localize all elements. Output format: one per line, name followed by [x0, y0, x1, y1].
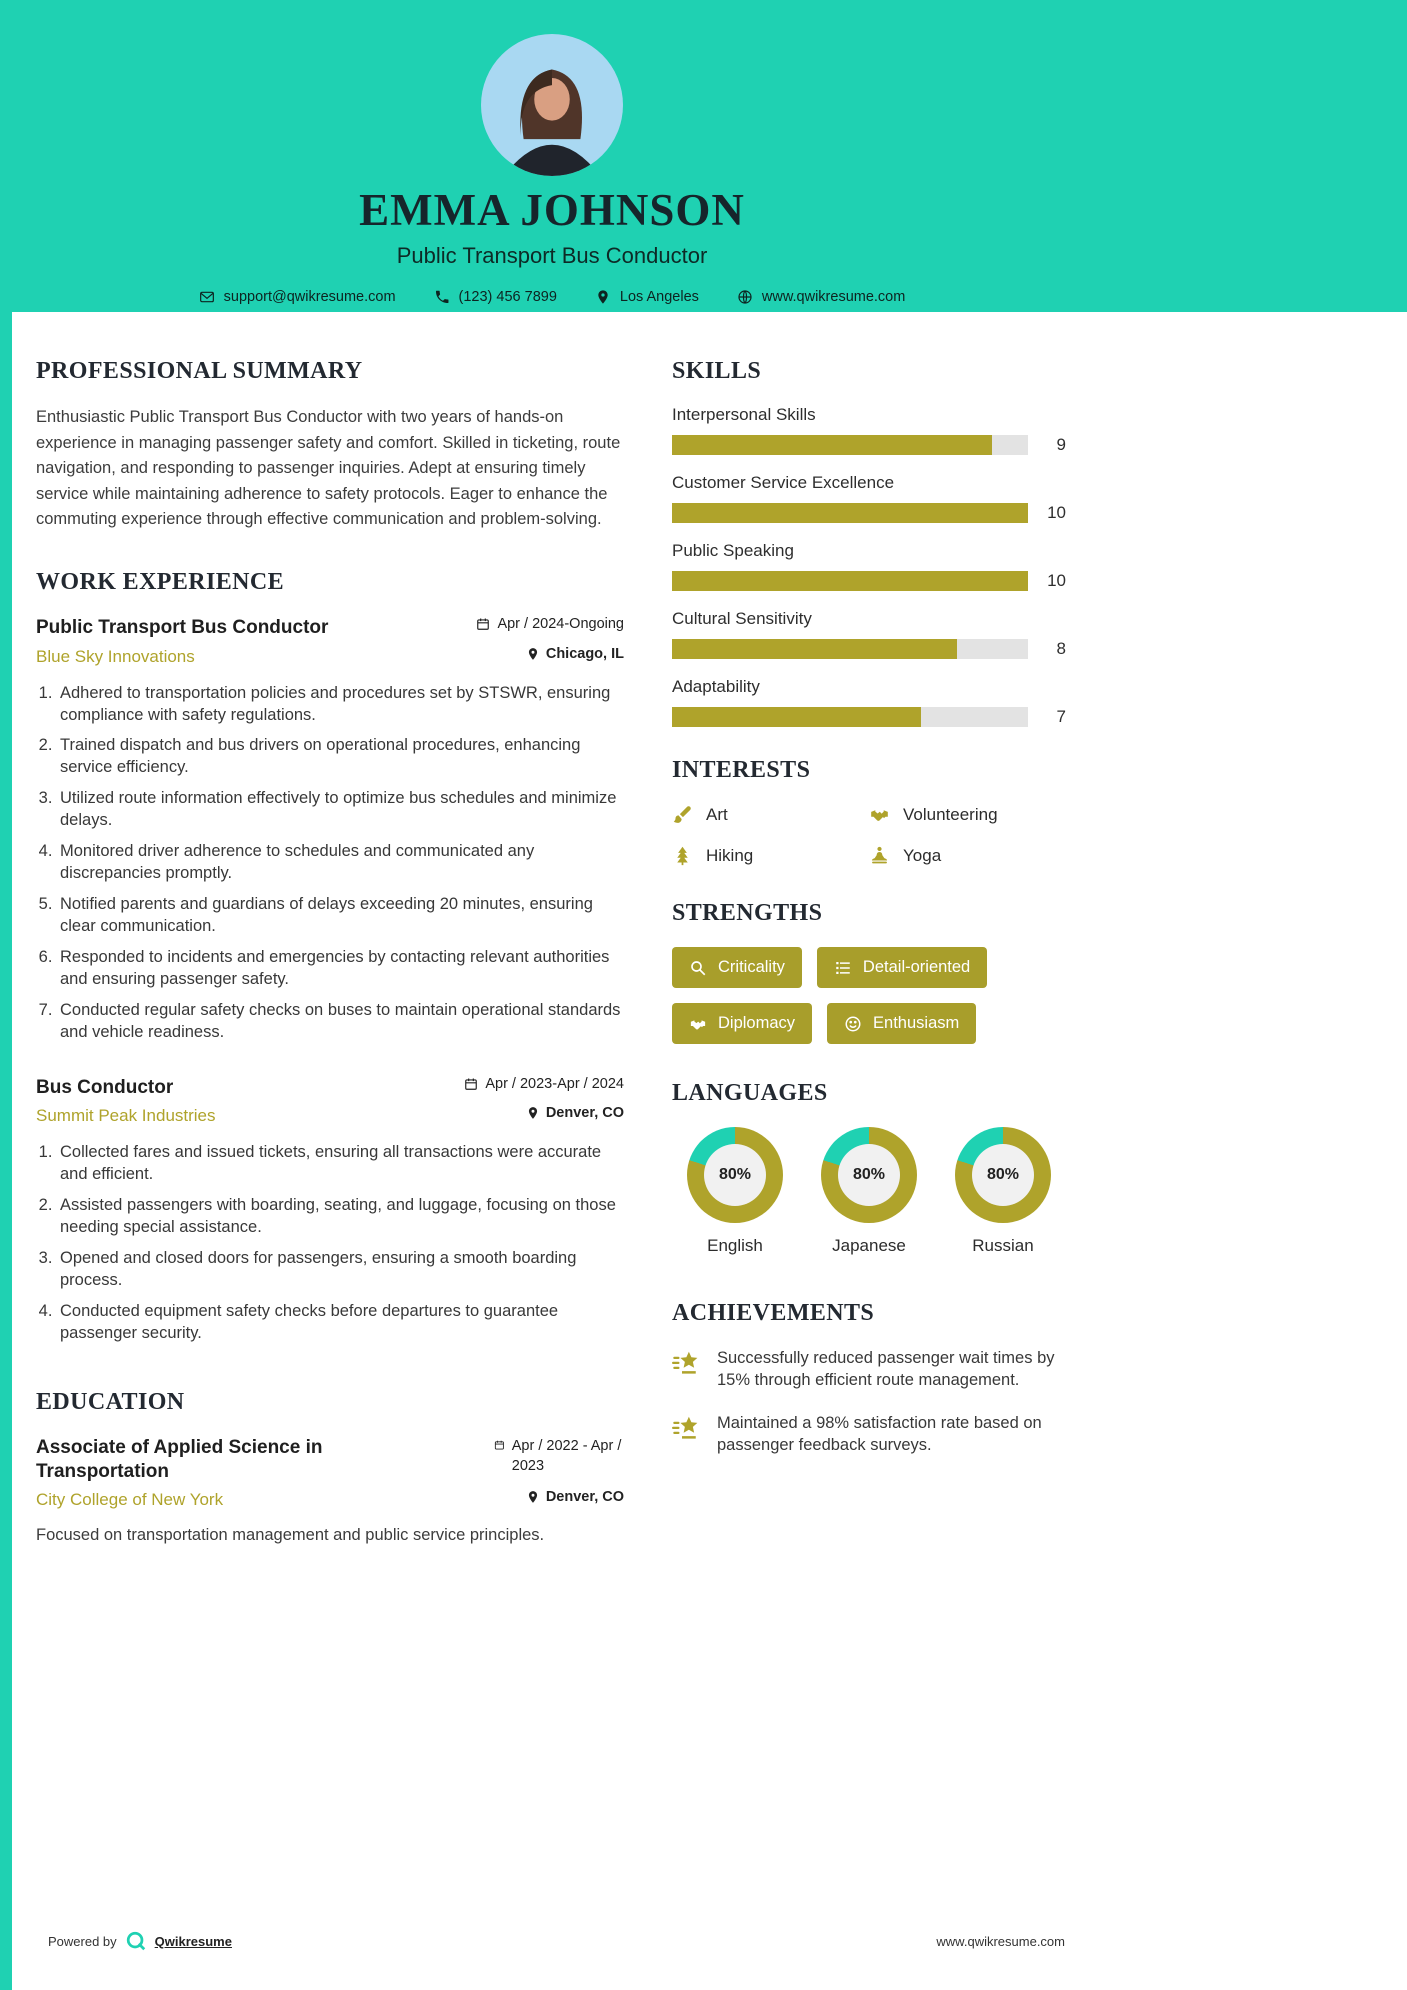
education-degree: Associate of Applied Science in Transportation [36, 1436, 323, 1482]
contact-website-text: www.qwikresume.com [761, 288, 906, 305]
interest-item [672, 845, 869, 866]
job-location [526, 1105, 624, 1121]
contact-location[interactable] [595, 289, 699, 305]
strength-chip [827, 1003, 976, 1044]
skill-label: Adaptability [672, 677, 760, 696]
interest-label: Hiking [706, 845, 754, 865]
skill-bar-track [672, 639, 1028, 659]
skill-label: Interpersonal Skills [672, 405, 816, 424]
languages-heading: LANGUAGES [672, 1080, 828, 1106]
job-title: Public Transport Bus Conductor [36, 616, 329, 638]
right-column [672, 358, 1066, 1577]
education-dates [494, 1436, 624, 1477]
job-location-text: Chicago, IL [545, 645, 624, 662]
education-dates-text: Apr / 2022 - Apr / 2023 [511, 1437, 622, 1475]
contact-location-text: Los Angeles [619, 288, 699, 305]
qwikresume-link[interactable]: Qwikresume [154, 1933, 232, 1949]
strengths-group [672, 947, 1066, 1044]
skill-item [672, 473, 1066, 523]
skills-heading: SKILLS [672, 358, 762, 384]
skill-bar-fill [672, 571, 1028, 591]
summary-text: Enthusiastic Public Transport Bus Conductor with two years of hands-on experience in managing passenger safety and comfort. Skilled in ticketing, route navigation, and responding to passenger inquiries. Adept at ensuring timely service while maintaining adherence to safety protocols. Eager to enhance the commuting experience through effective communication and problem-solving. [36, 408, 621, 529]
magnifier-icon [689, 959, 707, 977]
meditation-icon [869, 845, 890, 866]
left-accent-strip [0, 312, 12, 1990]
job-entry [36, 616, 624, 1044]
job-bullet: 1. Adhered to transportation policies and procedures set by STSWR, ensuring compliance with safety regulations. [57, 683, 624, 727]
strength-chip [672, 947, 802, 988]
job-company: Blue Sky Innovations [36, 646, 195, 666]
contact-phone[interactable] [434, 289, 557, 305]
language-percent: 80% [838, 1144, 900, 1206]
person-name: EMMA JOHNSON [359, 185, 745, 235]
calendar-icon [494, 1438, 505, 1452]
job-dates [464, 1076, 624, 1092]
footer [48, 1930, 1065, 1952]
skill-bar-fill [672, 639, 957, 659]
performance-icon [672, 1348, 702, 1378]
main-content [36, 312, 1407, 1577]
phone-icon [434, 289, 450, 305]
powered-by-label: Powered by [48, 1933, 117, 1949]
interest-item [869, 845, 1066, 866]
job-bullet: 1. Collected fares and issued tickets, ensuring all transactions were accurate and efficient. [57, 1142, 624, 1186]
skill-item [672, 405, 1066, 455]
skill-bar-fill [672, 707, 921, 727]
job-bullet: 3. Utilized route information effectively to optimize bus schedules and minimize delays. [57, 788, 624, 832]
skill-label: Customer Service Excellence [672, 473, 895, 492]
interests-grid [672, 804, 1066, 866]
footer-branding [48, 1930, 232, 1952]
achievement-item [672, 1347, 1066, 1392]
skill-label: Public Speaking [672, 541, 794, 560]
job-dates-text: Apr / 2023-Apr / 2024 [485, 1075, 624, 1092]
skill-bar-fill [672, 435, 992, 455]
summary-heading: PROFESSIONAL SUMMARY [36, 358, 363, 384]
location-pin-icon [595, 289, 611, 305]
job-bullet: 5. Notified parents and guardians of delays exceeding 20 minutes, ensuring clear communication. [57, 894, 624, 938]
job-bullet: 3. Opened and closed doors for passengers, ensuring a smooth boarding process. [57, 1248, 624, 1292]
interest-label: Volunteering [903, 804, 998, 824]
tree-icon [672, 845, 693, 866]
job-dates-text: Apr / 2024-Ongoing [497, 615, 624, 632]
skill-bar-fill [672, 503, 1028, 523]
skill-score: 10 [1047, 571, 1066, 590]
job-location-text: Denver, CO [545, 1105, 624, 1122]
qwikresume-logo-icon [125, 1930, 147, 1952]
list-icon [834, 959, 852, 977]
language-donut [821, 1127, 917, 1223]
skill-item [672, 609, 1066, 659]
footer-website-link[interactable]: www.qwikresume.com [936, 1933, 1065, 1949]
language-item [676, 1127, 794, 1256]
job-title: Bus Conductor [36, 1076, 174, 1098]
job-bullet: 4. Monitored driver adherence to schedules and communicated any discrepancies promptly. [57, 841, 624, 885]
globe-icon [737, 289, 753, 305]
language-item [944, 1127, 1062, 1256]
education-heading: EDUCATION [36, 1388, 185, 1415]
interest-label: Art [706, 804, 728, 824]
job-bullet: 2. Assisted passengers with boarding, seating, and luggage, focusing on those needing special assistance. [57, 1195, 624, 1239]
language-label: Russian [972, 1236, 1034, 1255]
strength-label: Diplomacy [718, 1014, 796, 1032]
skill-item [672, 541, 1066, 591]
location-pin-icon [526, 1490, 540, 1504]
header-content [0, 0, 1104, 305]
job-dates [476, 616, 624, 632]
language-label: Japanese [832, 1236, 906, 1255]
skill-label: Cultural Sensitivity [672, 609, 812, 628]
contact-phone-text: (123) 456 7899 [458, 288, 557, 305]
skill-score: 10 [1047, 503, 1066, 522]
avatar [481, 34, 623, 176]
skill-score: 7 [1056, 707, 1066, 726]
paintbrush-icon [672, 804, 693, 825]
language-percent: 80% [704, 1144, 766, 1206]
strength-label: Criticality [718, 958, 785, 976]
experience-heading: WORK EXPERIENCE [36, 568, 285, 595]
smiley-icon [844, 1015, 862, 1033]
skill-bar-track [672, 503, 1028, 523]
job-bullet: 4. Conducted equipment safety checks before departures to guarantee passenger security. [57, 1301, 624, 1345]
language-item [810, 1127, 928, 1256]
achievement-text: Maintained a 98% satisfaction rate based on passenger feedback surveys. [717, 1413, 1042, 1454]
strength-label: Detail-oriented [862, 958, 971, 976]
contact-email-text: support@qwikresume.com [223, 288, 396, 305]
handshake-icon [689, 1015, 707, 1033]
interest-item [869, 804, 1066, 825]
skill-score: 8 [1056, 639, 1066, 658]
location-pin-icon [526, 1106, 540, 1120]
contact-email[interactable] [199, 289, 396, 305]
education-school: City College of New York [36, 1490, 224, 1510]
education-description: Focused on transportation management and public service principles. [36, 1526, 545, 1545]
achievement-text: Successfully reduced passenger wait times by 15% through efficient route management. [717, 1349, 1055, 1390]
job-location [526, 646, 624, 662]
education-location [526, 1489, 624, 1505]
interest-label: Yoga [903, 845, 942, 865]
strengths-heading: STRENGTHS [672, 900, 823, 926]
skill-bar-track [672, 571, 1028, 591]
languages-row [672, 1127, 1066, 1256]
contact-website[interactable] [737, 289, 905, 305]
interests-heading: INTERESTS [672, 757, 811, 783]
job-entry [36, 1076, 624, 1345]
strength-chip [817, 947, 987, 988]
achievement-item [672, 1412, 1066, 1457]
strength-chip [672, 1003, 812, 1044]
skill-bar-track [672, 707, 1028, 727]
contact-row [0, 289, 1104, 305]
avatar-silhouette [481, 34, 623, 176]
language-percent: 80% [972, 1144, 1034, 1206]
education-entry [36, 1436, 624, 1546]
language-label: English [707, 1236, 763, 1255]
skill-score: 9 [1056, 435, 1066, 454]
person-title: Public Transport Bus Conductor [396, 242, 708, 268]
job-company: Summit Peak Industries [36, 1106, 216, 1126]
envelope-icon [199, 289, 215, 305]
job-bullet: 7. Conducted regular safety checks on buses to maintain operational standards and vehicle readiness. [57, 1000, 624, 1044]
job-bullet-list [36, 683, 624, 1044]
calendar-icon [476, 617, 490, 631]
language-donut [955, 1127, 1051, 1223]
header-band [0, 0, 1407, 312]
language-donut [687, 1127, 783, 1223]
skill-item [672, 677, 1066, 727]
strength-label: Enthusiasm [873, 1014, 960, 1032]
hands-icon [869, 804, 890, 825]
interest-item [672, 804, 869, 825]
performance-icon [672, 1413, 702, 1443]
calendar-icon [464, 1077, 478, 1091]
education-location-text: Denver, CO [545, 1489, 624, 1506]
job-bullet: 2. Trained dispatch and bus drivers on operational procedures, enhancing service efficiency. [57, 735, 624, 779]
left-column [36, 358, 624, 1577]
skill-bar-track [672, 435, 1028, 455]
location-pin-icon [526, 647, 540, 661]
job-bullet: 6. Responded to incidents and emergencies by contacting relevant authorities and ensuring passenger safety. [57, 947, 624, 991]
job-bullet-list [36, 1142, 624, 1345]
achievements-heading: ACHIEVEMENTS [672, 1300, 875, 1326]
